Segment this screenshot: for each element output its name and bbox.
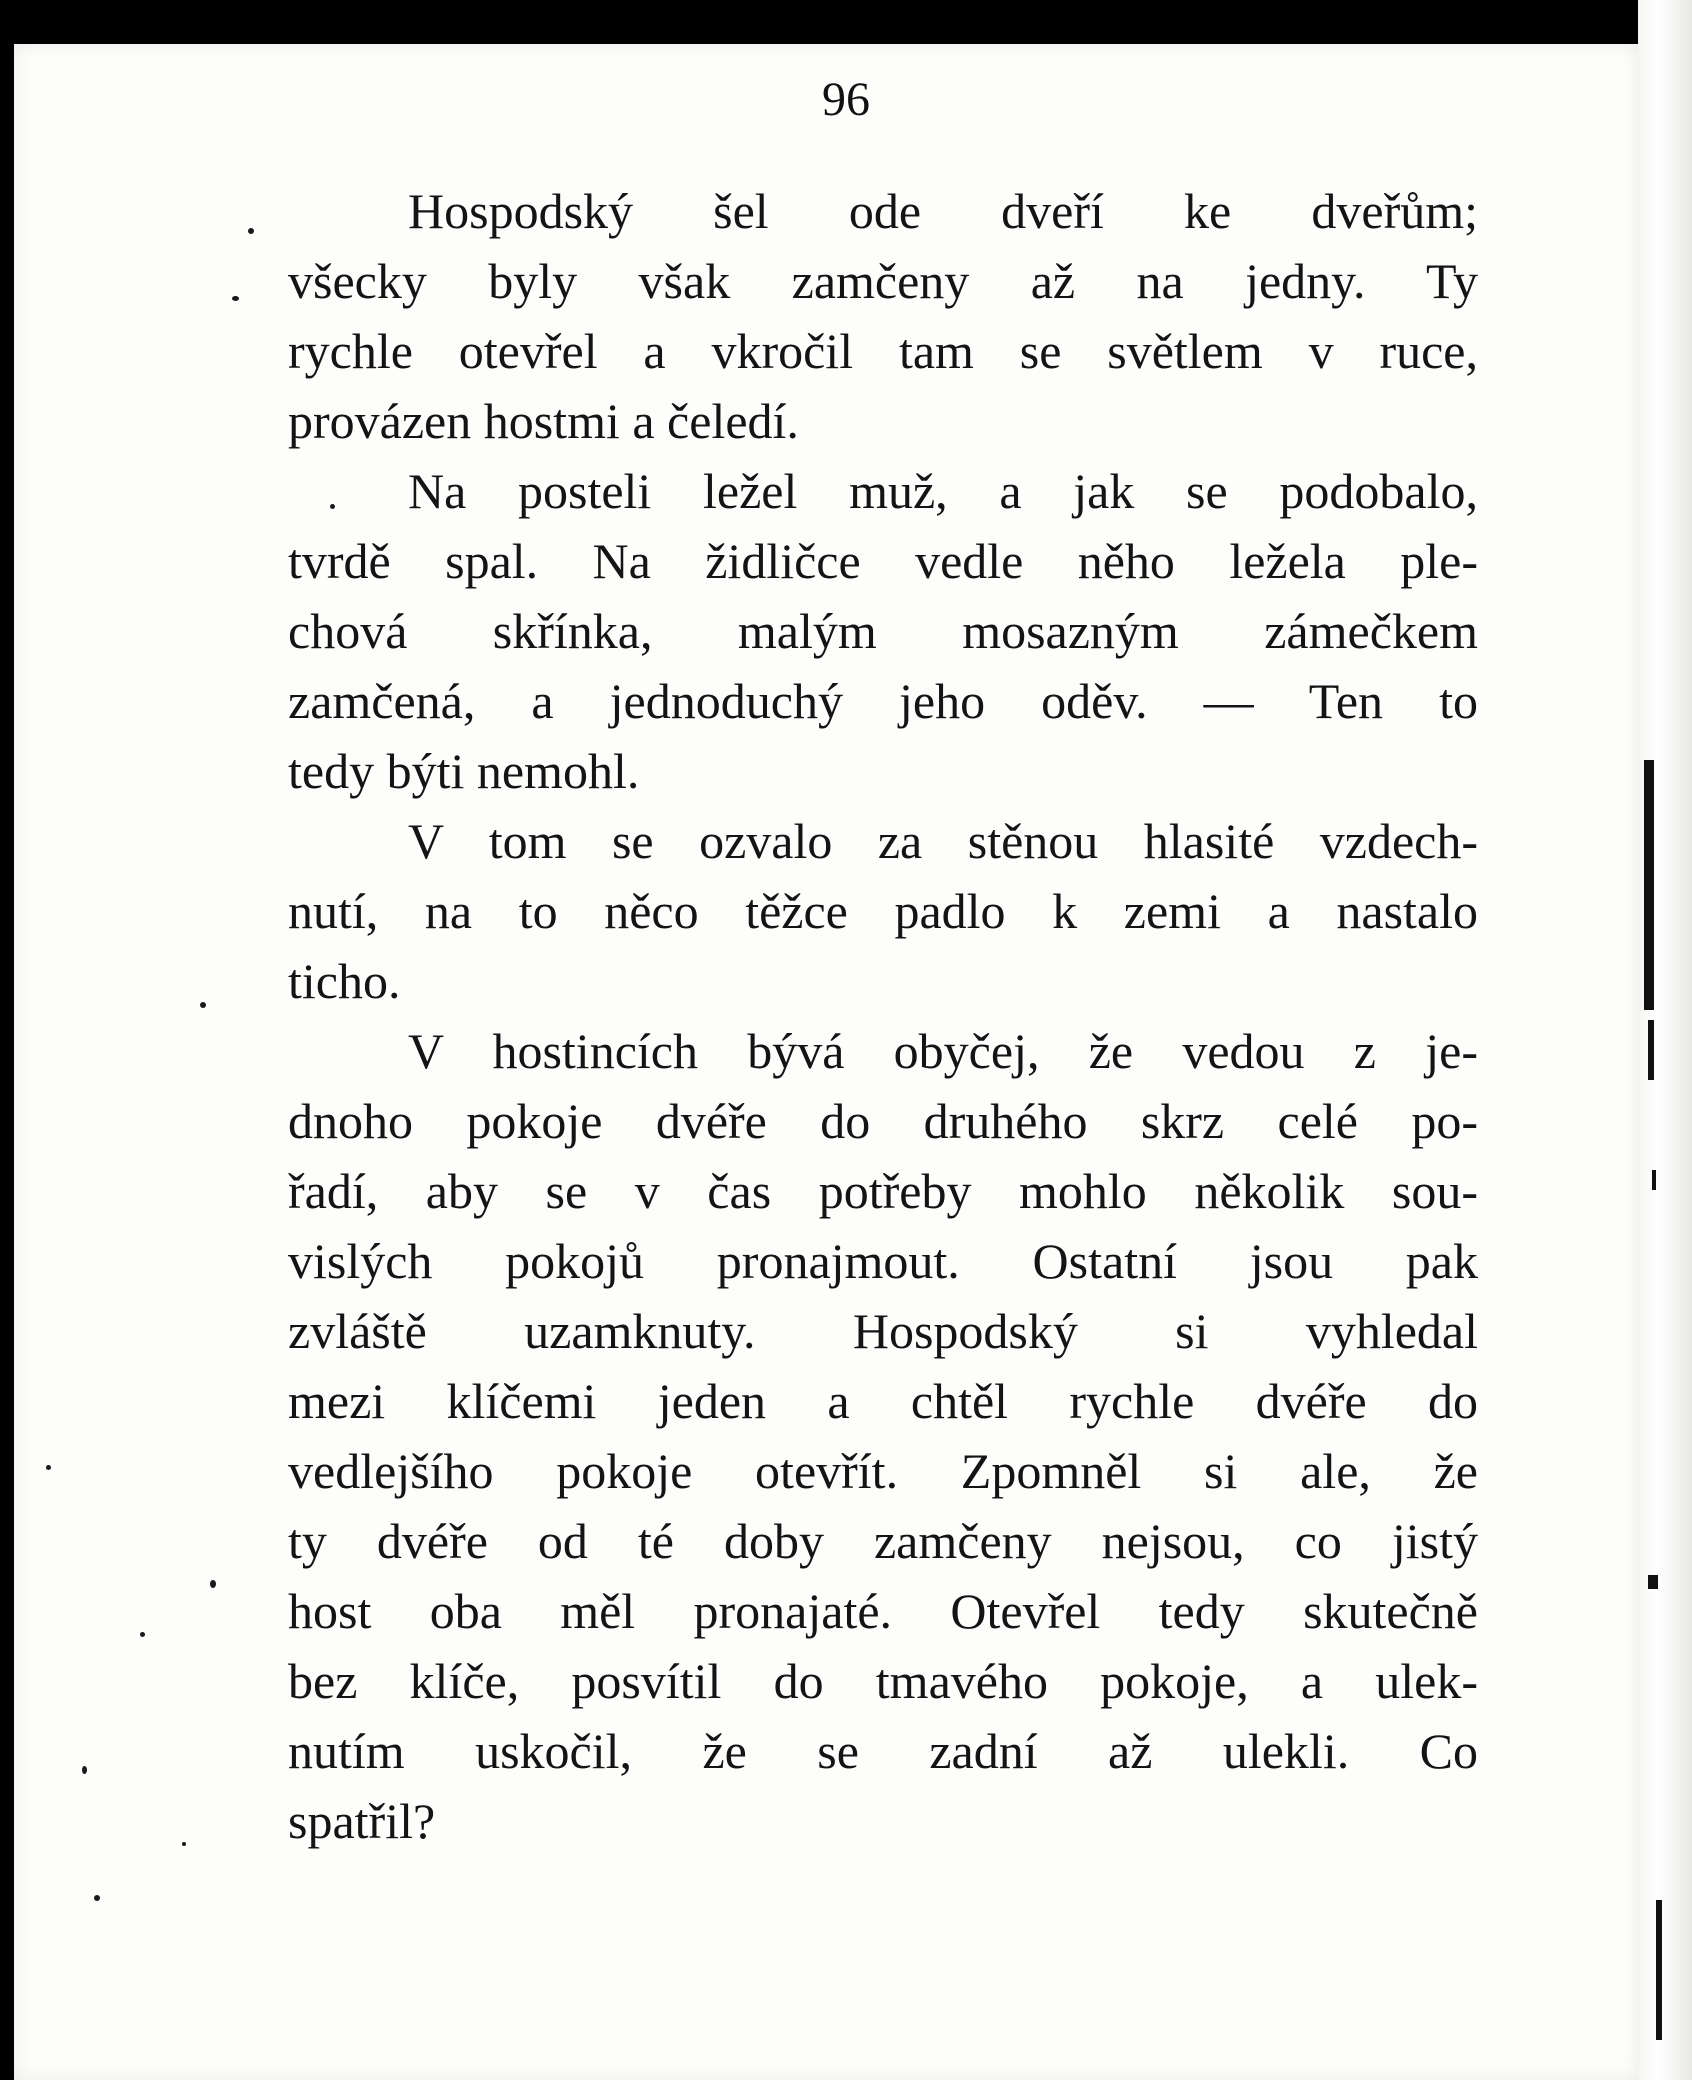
text-line: ty dvéře od té doby zamčeny nejsou, co jistý xyxy=(288,1513,1478,1569)
text-line: V tom se ozvalo za stěnou hlasité vzdech- xyxy=(408,813,1478,869)
text-line: ticho. xyxy=(288,953,401,1009)
binding-mark xyxy=(1648,1575,1658,1589)
text-line: tedy býti nemohl. xyxy=(288,743,640,799)
text-line: chová skřínka, malým mosazným zámečkem xyxy=(288,603,1478,659)
text-line: nutím uskočil, že se zadní až ulekli. Co xyxy=(288,1723,1478,1779)
paper-speck xyxy=(200,1002,206,1008)
text-line: V hostincích bývá obyčej, že vedou z je- xyxy=(408,1023,1478,1079)
binding-mark xyxy=(1644,760,1654,1010)
text-line: vislých pokojů pronajmout. Ostatní jsou pak xyxy=(288,1233,1478,1289)
text-line: řadí, aby se v čas potřeby mohlo několik sou- xyxy=(288,1163,1478,1219)
text-line: nutí, na to něco těžce padlo k zemi a nastalo xyxy=(288,883,1478,939)
paragraph xyxy=(288,456,1478,806)
paper-speck xyxy=(182,1842,186,1846)
paper-speck xyxy=(94,1895,100,1901)
text-line: rychle otevřel a vkročil tam se světlem v ruce, xyxy=(288,323,1478,379)
text-line: Na posteli ležel muž, a jak se podobalo, xyxy=(408,463,1478,519)
paragraph xyxy=(288,1016,1478,1856)
binding-mark xyxy=(1648,1020,1654,1080)
next-page-edge xyxy=(1638,0,1692,2080)
text-line: bez klíče, posvítil do tmavého pokoje, a ulek- xyxy=(288,1653,1478,1709)
paper-speck xyxy=(140,1632,145,1637)
text-line: Hospodský šel ode dveří ke dveřům; xyxy=(408,183,1478,239)
binding-mark xyxy=(1656,1900,1662,2040)
paper-speck xyxy=(248,228,254,234)
binding-mark xyxy=(1652,1170,1656,1190)
text-line: zamčená, a jednoduchý jeho oděv. — Ten to xyxy=(288,673,1478,729)
text-line: vedlejšího pokoje otevřít. Zpomněl si ale, že xyxy=(288,1443,1478,1499)
text-line: spatřil? xyxy=(288,1793,436,1849)
body-text xyxy=(288,176,1478,1856)
text-line: všecky byly však zamčeny až na jedny. Ty xyxy=(288,253,1478,309)
text-line: dnoho pokoje dvéře do druhého skrz celé po- xyxy=(288,1093,1478,1149)
paper-speck xyxy=(210,1580,216,1588)
text-line: mezi klíčemi jeden a chtěl rychle dvéře do xyxy=(288,1373,1478,1429)
text-line: tvrdě spal. Na židličce vedle něho ležela ple- xyxy=(288,533,1478,589)
paragraph xyxy=(288,806,1478,1016)
text-line: zvláště uzamknuty. Hospodský si vyhledal xyxy=(288,1303,1478,1359)
text-line: host oba měl pronajaté. Otevřel tedy skutečně xyxy=(288,1583,1478,1639)
paragraph xyxy=(288,176,1478,456)
paper-speck xyxy=(330,504,335,509)
paper-speck xyxy=(82,1766,87,1774)
paper-speck xyxy=(46,1465,51,1470)
paper-speck xyxy=(232,296,239,301)
text-line: provázen hostmi a čeledí. xyxy=(288,393,799,449)
page-number: 96 xyxy=(822,73,870,126)
